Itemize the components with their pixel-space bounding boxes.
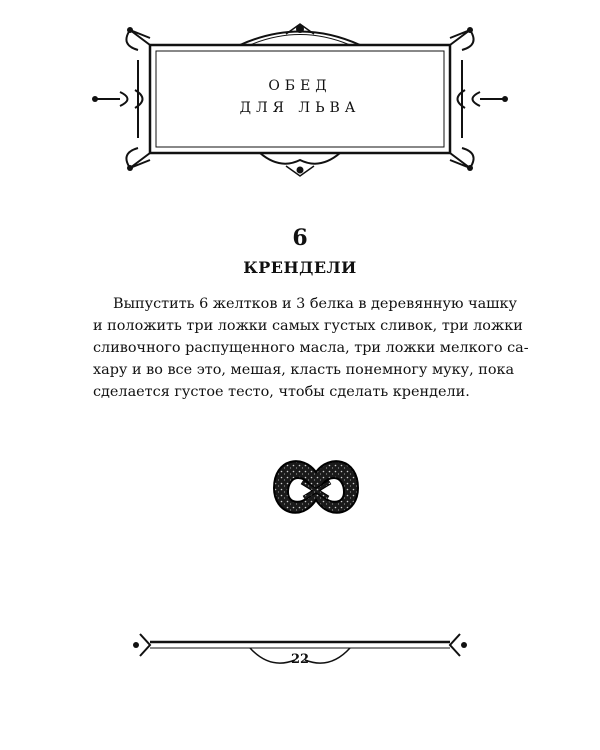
recipe-number: 6 (292, 225, 308, 251)
pretzel-illustration (268, 452, 364, 528)
recipe-title: КРЕНДЕЛИ (243, 258, 357, 277)
header-ornament-frame (90, 20, 510, 180)
header-title-line2: ДЛЯ ЛЬВА (239, 100, 361, 116)
pretzel-icon (268, 452, 364, 528)
header-title (90, 75, 510, 119)
recipe-body (93, 293, 529, 403)
recipe-line: и положить три ложки самых густых сливок, три ложки (93, 318, 523, 334)
header-title-line1: ОБЕД (268, 78, 332, 94)
recipe-line: сливочного распущенного масла, три ложки мелкого са- (93, 340, 529, 356)
recipe-line: Выпустить 6 желтков и 3 белка в деревянную чашку (113, 296, 518, 312)
footer-ornament (130, 630, 470, 680)
recipe-line: хару и во все это, мешая, класть понемногу муку, пока (93, 362, 515, 378)
page-number: 22 (290, 652, 310, 667)
recipe-line: сделается густое тесто, чтобы сделать крендели. (93, 384, 470, 400)
